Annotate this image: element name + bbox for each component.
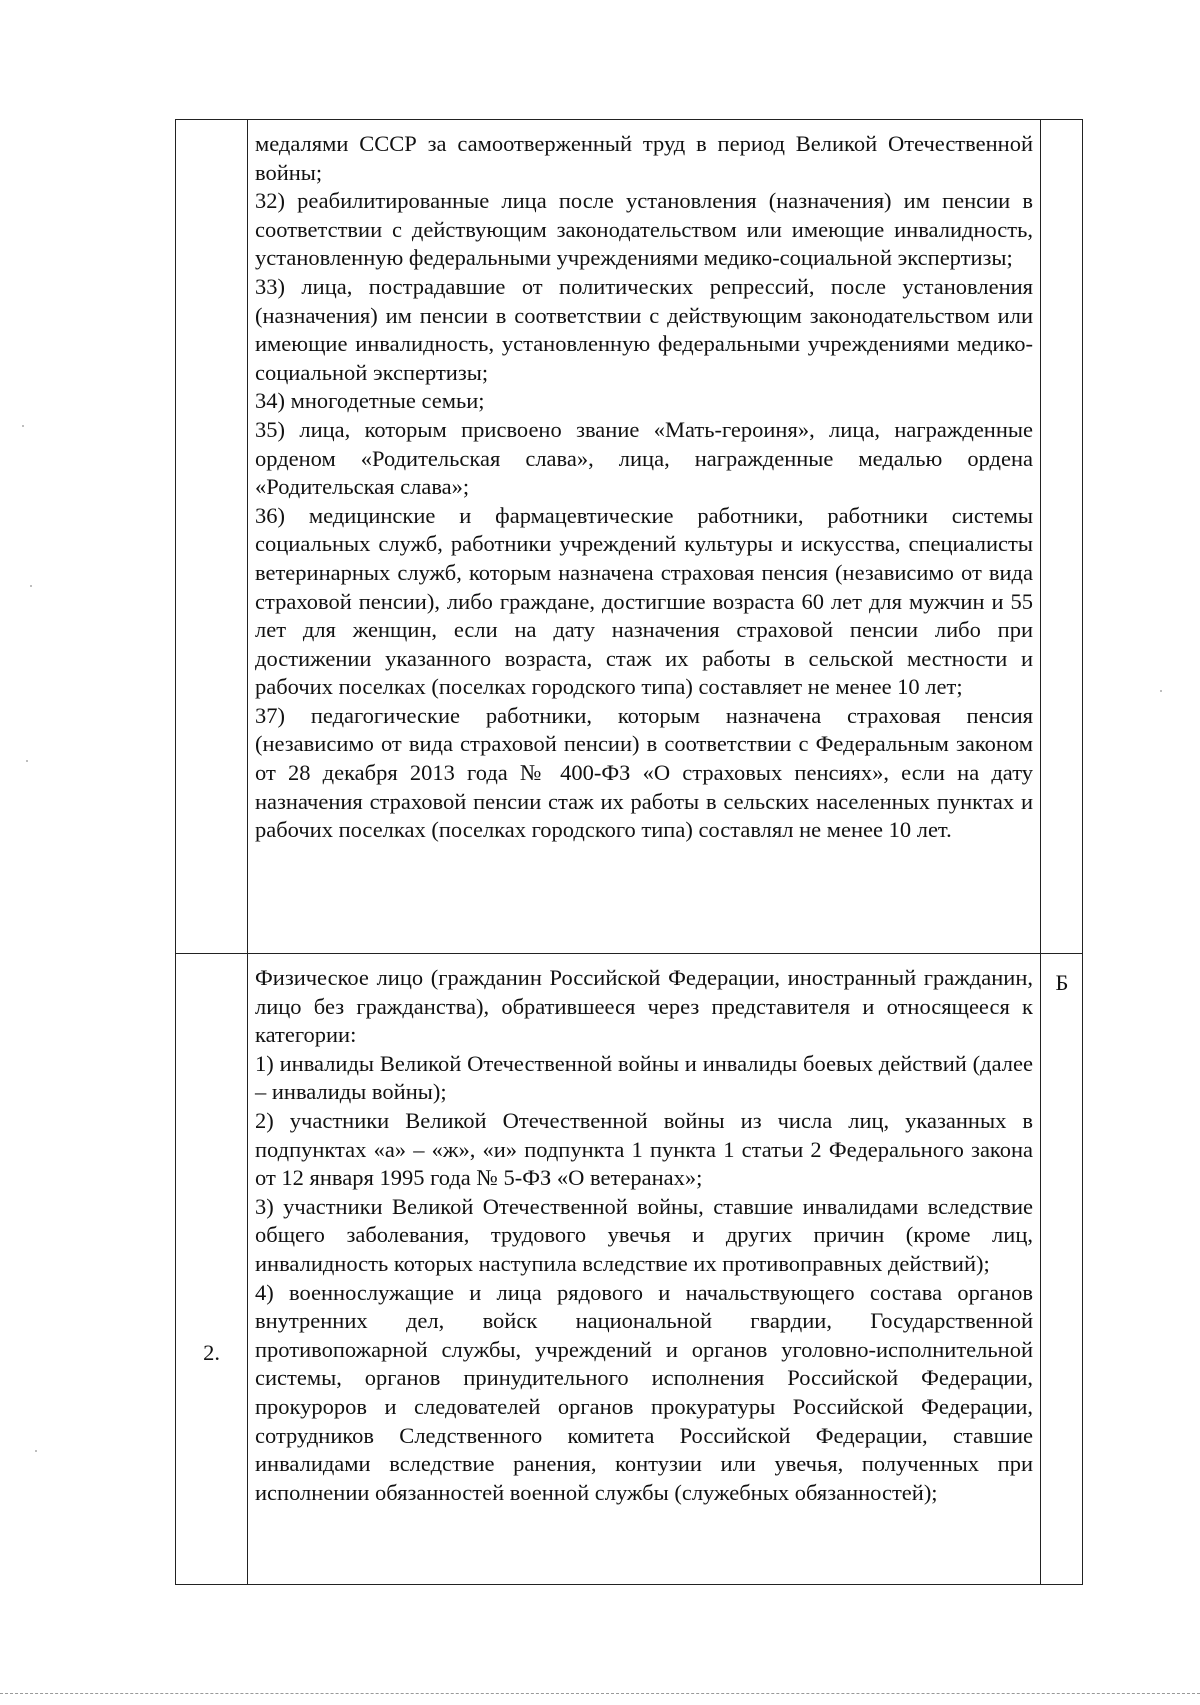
paragraph: 37) педагогические работники, которым назначена страховая пенсия (независимо от вида страховой пенсии) в соответствии с Федеральным законом от 28 декабря 2013 года № 400-ФЗ «О страховых пенсиях», если на дату назначения страховой пенсии стаж их работы в сельских населенных пунктах и рабочих поселках (поселках городского типа) составлял не менее 10 лет. — [255, 702, 1033, 843]
paragraph: 3) участники Великой Отечественной войны, ставшие инвалидами вследствие общего заболевания, трудового увечья и других причин (кроме лиц, инвалидность которых наступила вследствие их противоправных действий); — [255, 1193, 1033, 1276]
row-1-content — [255, 130, 1033, 845]
paragraph: 2) участники Великой Отечественной войны из числа лиц, указанных в подпунктах «а» – «ж», «и» подпункта 1 пункта 1 статьи 2 Федерального закона от 12 января 1995 года № 5-ФЗ «О ветеранах»; — [255, 1107, 1033, 1191]
paragraph: Физическое лицо (гражданин Российской Федерации, иностранный гражданин, лицо без гражданства), обратившееся через представителя и относящееся к категории: — [255, 965, 1033, 1048]
paragraph: медалями СССР за самоотверженный труд в период Великой Отечественной войны; — [255, 131, 1033, 185]
scan-speck — [35, 1450, 37, 1452]
paragraph: 4) военнослужащие и лица рядового и начальствующего состава органов внутренних дел, войск национальной гвардии, Государственной противопожарной службы, учреждений и органов уголовно-исполнительной системы, органов принудительного исполнения Российской Федерации, прокуроров и следователей органов прокуратуры Российской Федерации, сотрудников Следственного комитета Российской Федерации, ставшие инвалидами вследствие ранения, контузии или увечья, полученных при исполнении обязанностей военной службы (служебных обязанностей); — [255, 1279, 1033, 1505]
row-number: 2. — [203, 1340, 220, 1365]
scan-speck — [30, 585, 32, 587]
row-2-content — [255, 964, 1033, 1507]
row-divider — [176, 953, 1082, 954]
paragraph: 33) лица, пострадавшие от политических репрессий, после установления (назначения) им пенсии в соответствии с действующим законодательством или имеющие инвалидность, установленную федеральными учреждениями медико-социальной экспертизы; — [255, 273, 1033, 385]
grade-cell: Б — [1055, 970, 1069, 995]
paragraph: 36) медицинские и фармацевтические работники, работники системы социальных служб, работники учреждений культуры и искусства, специалисты ветеринарных служб, которым назначена страховая пенсия (независимо от вида страховой пенсии), либо граждане, достигшие возраста 60 лет для мужчин и 55 лет для женщин, если на дату назначения страховой пенсии либо при достижении указанного возраста, стаж их работы в сельской местности и рабочих поселках (поселках городского типа) составляет не менее 10 лет; — [255, 502, 1033, 700]
paragraph: 32) реабилитированные лица после установления (назначения) им пенсии в соответствии с действующим законодательством или имеющие инвалидность, установленную федеральными учреждениями медико-социальной экспертизы; — [255, 188, 1033, 271]
paragraph: 35) лица, которым присвоено звание «Мать-героиня», лица, награжденные орденом «Родительская слава», лица, награжденные медалью ордена «Родительская слава»; — [255, 416, 1033, 500]
scan-speck — [26, 760, 28, 762]
paragraph: 1) инвалиды Великой Отечественной войны и инвалиды боевых действий (далее – инвалиды войны); — [255, 1050, 1033, 1105]
eligibility-table — [175, 119, 1083, 1585]
column-divider — [247, 120, 248, 1584]
scan-edge-line — [0, 1693, 1200, 1694]
scan-speck — [1160, 690, 1162, 692]
column-divider — [1040, 120, 1041, 1584]
scan-speck — [22, 425, 24, 427]
paragraph: 34) многодетные семьи; — [255, 388, 485, 414]
